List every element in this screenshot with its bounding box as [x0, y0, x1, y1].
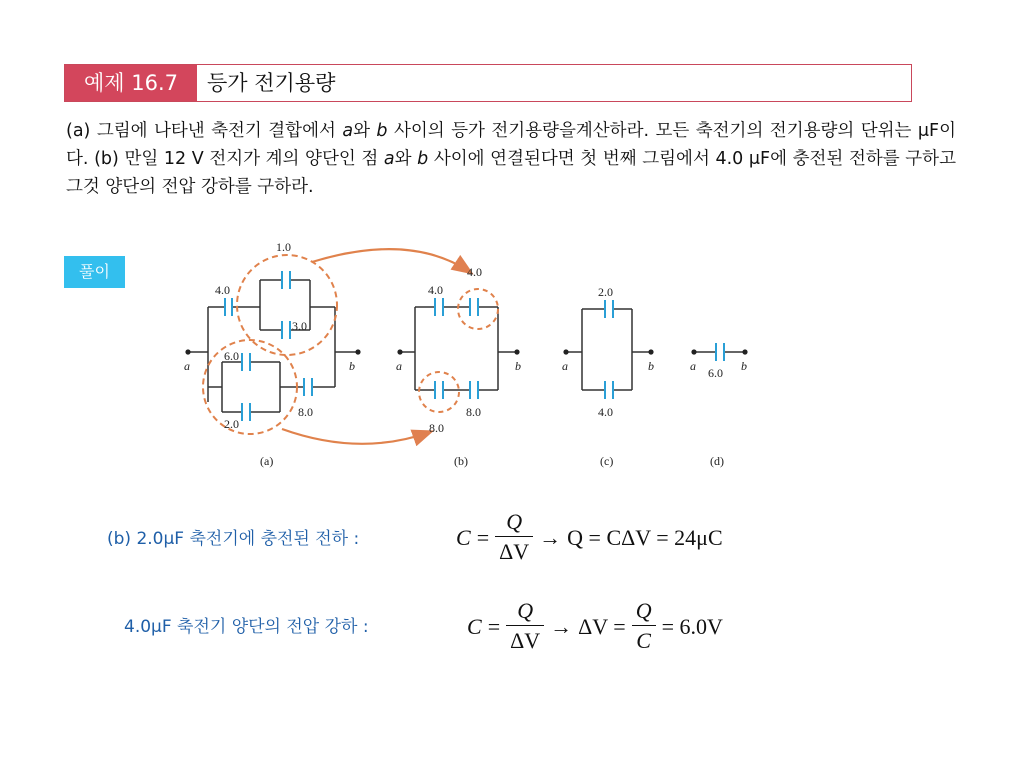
caption-c: (c) [600, 454, 614, 468]
caption-d: (d) [710, 454, 724, 468]
caption-b: (b) [454, 454, 468, 468]
cap-a-3-label: 3.0 [292, 319, 307, 333]
eq-b-fraction [495, 508, 533, 567]
eq-b2-fraction-2 [632, 597, 656, 656]
cap-b-2-label: 4.0 [428, 283, 443, 297]
part-b2-equation [467, 597, 723, 656]
eq-b-lhs: C [456, 524, 471, 550]
point-a-label-c: a [562, 359, 568, 373]
cap-a-2-label: 4.0 [215, 283, 230, 297]
cap-a-6-label: 8.0 [298, 405, 313, 419]
part-b-label: (b) 2.0μF 축전기에 충전된 전하 : [107, 529, 360, 549]
eq-b2-numerator-1: Q [517, 598, 534, 623]
cap-b-1-label: 4.0 [467, 265, 482, 279]
part-b2-label: 4.0μF 축전기 양단의 전압 강하 : [124, 617, 369, 637]
circuit-c [566, 309, 651, 390]
cap-a-4-label: 6.0 [224, 349, 239, 363]
problem-text-3: 사이의 등가 전기용량을계산하라. 모든 축전기의 전기용량의 단위는 μF이다. (b) 만일 12 V 전지가 계의 양단인 점 [66, 121, 956, 169]
eq-b2-fraction-1 [506, 597, 544, 656]
point-b-label: b [349, 359, 355, 373]
capacitor-circuit-figure [170, 232, 770, 477]
eq-b-result: Q = CΔV = 24μC [567, 524, 723, 550]
circuit-b [400, 307, 517, 390]
cap-b-4-label: 8.0 [429, 421, 444, 435]
eq-b2-denominator-1: ΔV [506, 625, 544, 656]
problem-text-4: 와 [394, 149, 418, 169]
example-title: 등가 전기용량 [207, 71, 336, 95]
eq-b2-numerator-2: Q [635, 598, 652, 623]
problem-text-5: 사이에 연결된다면 첫 번째 그림에서 4.0 μF에 충전된 전하를 구하고 그것 양단의 전압 강하를 구하라. [66, 149, 956, 197]
eq-b2-mid: ΔV = [578, 613, 626, 639]
cap-b-3-label: 8.0 [466, 405, 481, 419]
point-b-ref: b [376, 121, 388, 141]
eq-b-equals: = [476, 524, 490, 550]
eq-b-numerator: Q [506, 509, 523, 534]
example-title-bar [64, 64, 912, 102]
eq-b-denominator: ΔV [495, 536, 533, 567]
point-a-label: a [184, 359, 190, 373]
eq-b-arrow: → [539, 524, 562, 550]
point-a-ref-2: a [383, 149, 395, 169]
eq-b2-denominator-2: C [632, 625, 656, 656]
cap-c-2-label: 4.0 [598, 405, 613, 419]
point-a-ref: a [342, 121, 354, 141]
solution-badge: 풀이 [64, 256, 125, 288]
cap-a-1-label: 1.0 [276, 240, 291, 254]
point-b-label-b: b [515, 359, 521, 373]
caption-a: (a) [260, 454, 274, 468]
problem-statement [66, 117, 956, 201]
point-b-label-c: b [648, 359, 654, 373]
cap-c-1-label: 2.0 [598, 285, 613, 299]
point-a-label-b: a [396, 359, 402, 373]
example-number-tag: 예제 16.7 [65, 65, 197, 101]
cap-a-5-label: 2.0 [224, 417, 239, 431]
part-b-equation [456, 508, 723, 567]
point-a-label-d: a [690, 359, 696, 373]
problem-text-2: 와 [353, 121, 377, 141]
point-b-ref-2: b [417, 149, 429, 169]
cap-d-1-label: 6.0 [708, 366, 723, 380]
point-b-label-d: b [741, 359, 747, 373]
eq-b2-result: = 6.0V [661, 613, 723, 639]
problem-text-1: (a) 그림에 나타낸 축전기 결합에서 [66, 121, 343, 141]
eq-b2-equals: = [487, 613, 501, 639]
eq-b2-lhs: C [467, 613, 482, 639]
eq-b2-arrow: → [550, 613, 573, 639]
